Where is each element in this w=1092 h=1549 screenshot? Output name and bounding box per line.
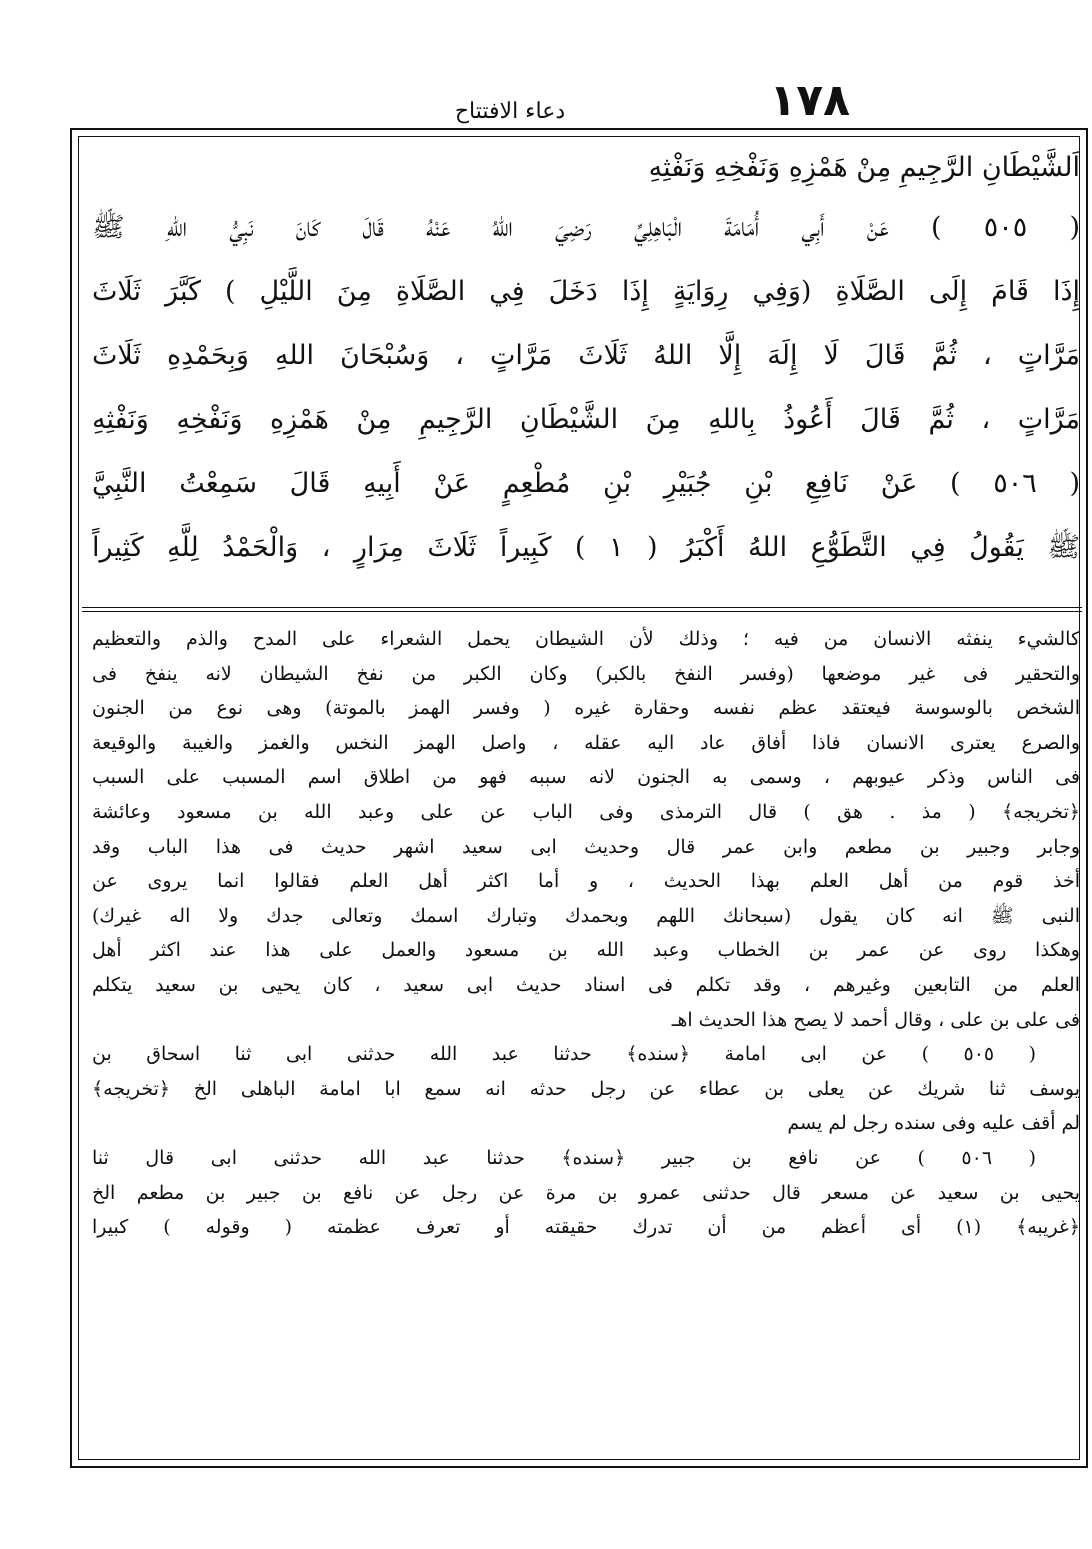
footnote-line: فى على بن على ، وقال أحمد لا يصح هذا الحديث اهـ [671,1008,1080,1031]
footnote-line: فى الناس وذكر عيوبهم ، وسمى به الجنون لانه سببه فهو من اطلاق اسم المسبب على السبب [92,766,1080,789]
footnote-line: والصرع يعترى الانسان فاذا أفاق عاد اليه عقله ، واصل الهمز النخس والغمز والغيبة والوقيعة [92,731,1080,754]
footnote-line: أخذ قوم من أهل العلم بهذا الحديث ، و أما اكثر أهل العلم فقالوا انما يروى عن [92,870,1080,893]
footnote-line: وجابر وجبير بن مطعم وابن عمر قال وحديث ابى سعيد اشهر حديث فى هذا الباب وقد [92,835,1080,858]
main-line: اَلشَّيْطَانِ الرَّجِيمِ مِنْ هَمْزِهِ وَنَفْخِهِ وَنَفْثِهِ [648,152,1080,183]
footnote-line: يوسف ثنا شريك عن يعلى بن عطاء عن رجل حدثه انه سمع ابا امامة الباهلى الخ ﴿تخريجه﴾ [92,1077,1080,1100]
footnote-line: والتحقير فى غير موضعها (وفسر النفخ بالكبر) وكان الكبر من نفخ الشيطان لانه ينفخ فى [92,662,1080,685]
main-line: مَرَّاتٍ ، ثُمَّ قَالَ لَا إِلَهَ إِلَّا اللهُ ثَلَاثَ مَرَّاتٍ ، وَسُبْحَانَ اللهِ وَبِحَمْدِهِ ثَلَاثَ [92,340,1080,371]
footnote-line: الشخص بالوسوسة فيعتقد عظم نفسه وحقارة غيره ( وفسر الهمز بالموتة) وهى نوع من الجنون [92,697,1080,720]
footnote-line: وهكذا روى عن عمر بن الخطاب وعبد الله بن مسعود والعمل على هذا عند اكثر أهل [92,939,1080,962]
footnote-line: لم أقف عليه وفى سنده رجل لم يسم [787,1112,1080,1135]
main-line: ( ٥٠٥ ) عَنْ أَبِي أُمَامَةَ الْبَاهِلِيِّ رَضِيَ اللهُ عَنْهُ قَالَ كَانَ نَبِيُّ اللهِ ﷺ [92,212,1080,243]
footnote-line: ﴿تخريجه﴾ ( مذ . هق ) قال الترمذى وفى الباب عن على وعبد الله بن مسعود وعائشة [92,800,1080,823]
page-number: ١٧٨ [769,75,850,126]
footnote-line: ( ٥٠٥ ) عن ابى امامة ﴿سنده﴾ حدثنا عبد الله حدثنى ابى ثنا اسحاق بن [92,1043,1036,1066]
main-line: إِذَا قَامَ إِلَى الصَّلَاةِ (وَفِي رِوَايَةٍ إِذَا دَخَلَ فِي الصَّلَاةِ مِنَ اللَّيْلِ ) كَبَّرَ ثَلَاثَ [92,276,1080,307]
main-line: مَرَّاتٍ ، ثُمَّ قَالَ أَعُوذُ بِاللهِ مِنَ الشَّيْطَانِ الرَّجِيمِ مِنْ هَمْزِهِ وَنَفْخِهِ وَنَفْثِهِ [92,404,1080,435]
running-header: دعاء الافتتاح [454,99,566,124]
text-divider [82,607,1082,612]
main-line: ( ٥٠٦ ) عَنْ نَافِعِ بْنِ جُبَيْرِ بْنِ مُطْعِمٍ عَنْ أَبِيهِ قَالَ سَمِعْتُ النَّبِيَّ [92,468,1080,499]
footnote-line: يحيى بن سعيد عن مسعر قال حدثنى عمرو بن مرة عن رجل عن نافع بن جبير بن مطعم الخ [92,1181,1080,1204]
footnotes-commentary [92,622,1080,1462]
footnote-line: كالشيء ينفثه الانسان من فيه ؛ وذلك لأن الشيطان يحمل الشعراء على المدح والذم والتعظيم [92,628,1080,650]
main-line: ﷺ يَقُولُ فِي التَّطَوُّعِ اللهُ أَكْبَرُ ( ١ ) كَبِيراً ثَلَاثَ مِرَارٍ ، وَالْحَمْدُ لِلَّهِ كَثِيراً [92,532,1080,563]
footnote-line: ( ٥٠٦ ) عن نافع بن جبير ﴿سنده﴾ حدثنا عبد الله حدثنى ابى قال ثنا [92,1146,1036,1169]
footnote-line: ﴿غريبه﴾ (١) أى أعظم من أن تدرك حقيقته أو تعرف عظمته ( وقوله ) كبيرا [92,1216,1080,1239]
footnote-line: العلم من التابعين وغيرهم ، وقد تكلم فى اسناد حديث ابى سعيد ، كان يحيى بن سعيد يتكلم [92,973,1080,996]
main-hadith-text [92,140,1080,590]
footnote-line: النبى ﷺ انه كان يقول (سبحانك اللهم وبحمدك وتبارك اسمك وتعالى جدك ولا اله غيرك) [92,904,1080,927]
